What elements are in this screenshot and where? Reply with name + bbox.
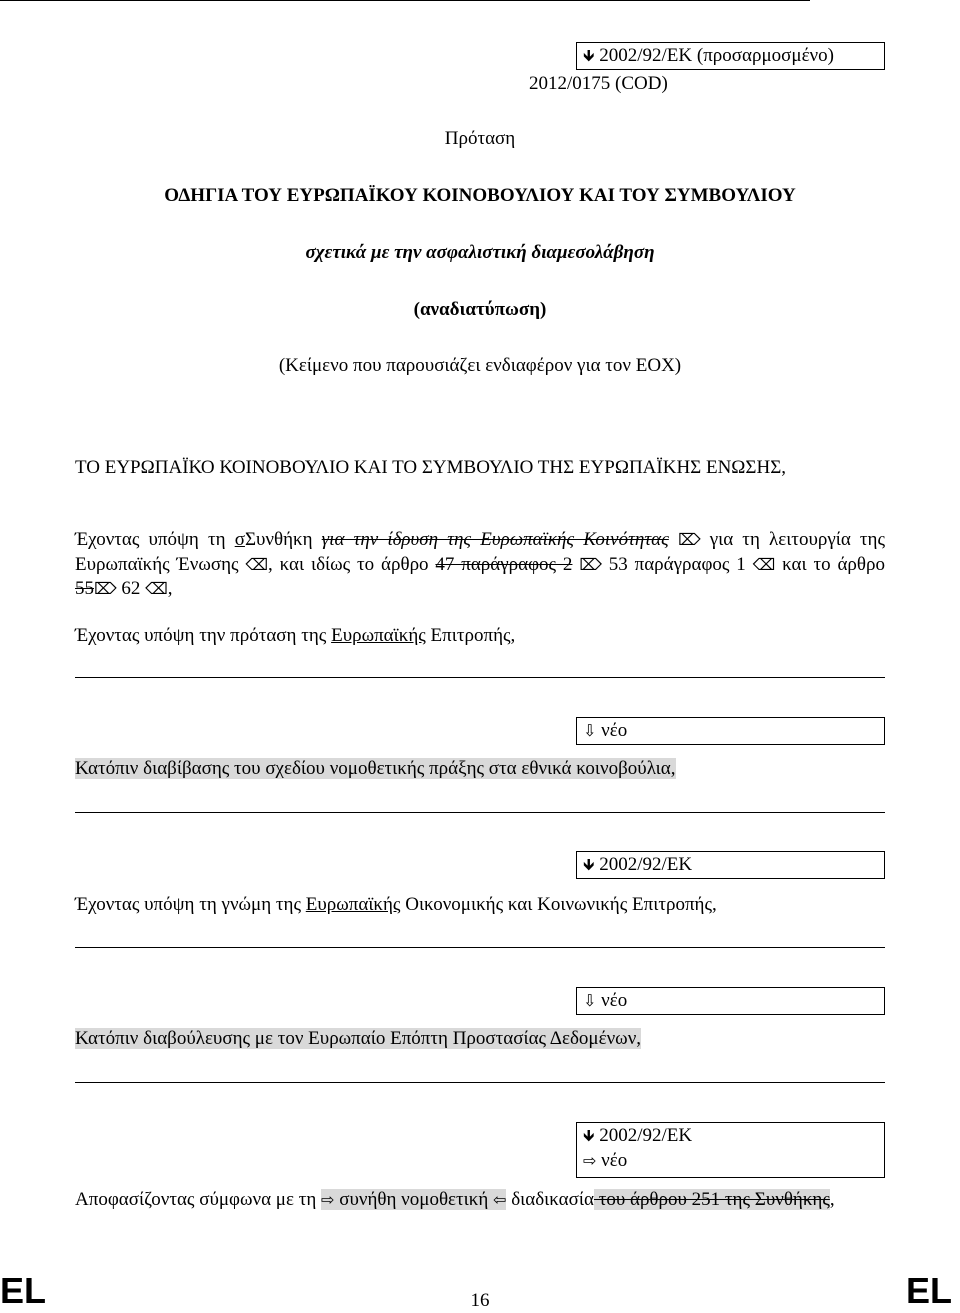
top-rule	[0, 0, 810, 1]
inserted-letter: Σ	[244, 529, 256, 550]
directive-subject: σχετικά με την ασφαλιστική διαμεσολάβηση	[305, 242, 655, 263]
new-label-box	[576, 987, 885, 1015]
new-label: νέο	[601, 1150, 628, 1171]
citation-national-parliaments-text: Κατόπιν διαβίβασης του σχεδίου νομοθετικής πράξης στα εθνικά κοινοβούλια,	[75, 758, 676, 779]
insert-start-icon: ⌦	[579, 554, 602, 574]
insert-start-icon: ⌦	[94, 579, 117, 598]
underlined-word: Ευρωπαϊκής	[331, 625, 426, 646]
insert-end-icon: ⌫	[752, 554, 776, 574]
eea-note: (Κείμενο που παρουσιάζει ενδιαφέρον για τον ΕΟΧ)	[278, 355, 682, 376]
arrow-down-outline-icon: ⇩	[583, 991, 597, 1010]
insert-end-icon: ⌫	[245, 554, 269, 574]
ref-label-box	[576, 851, 885, 879]
citation-edps	[75, 1027, 885, 1052]
arrow-right-outline-icon: ⇨	[321, 1190, 335, 1209]
citation-proposal	[75, 624, 885, 649]
citation-treaty-text: 53 παράγραφος 1	[601, 553, 753, 575]
procedure-number: 2012/0175 (COD)	[529, 73, 668, 94]
citation-esc-text: Οικονομικής και Κοινωνικής Επιτροπής,	[400, 894, 717, 915]
citation-esc-opinion	[75, 893, 885, 918]
citation-treaty-text: Έχοντας υπόψη τη	[75, 529, 235, 550]
ref-new-label-box	[576, 1122, 885, 1178]
citation-treaty-text: για τη λειτουργία της Ευρωπαϊκής Ένωσης	[75, 529, 886, 575]
citation-procedure-text: διαδικασία	[506, 1189, 594, 1210]
citation-procedure-text: ,	[829, 1189, 835, 1210]
page-number: 16	[470, 1290, 490, 1311]
citation-treaty-text: 62	[116, 578, 146, 599]
divider	[75, 812, 885, 813]
citation-proposal-text: Επιτροπής,	[425, 625, 516, 646]
parties-line	[75, 456, 885, 481]
divider	[75, 947, 885, 948]
divider	[75, 677, 885, 678]
citation-procedure-text: Αποφασίζοντας σύμφωνα με τη	[75, 1189, 322, 1210]
deleted-text: του άρθρου 251 της Συνθήκης	[593, 1189, 830, 1210]
adapted-ref-label: 2002/92/ΕΚ (προσαρμοσμένο)	[599, 45, 834, 66]
deleted-text: για την ίδρυση της Ευρωπαϊκής Κοινότητας	[321, 529, 669, 550]
recast-label: (αναδιατύπωση)	[413, 299, 547, 320]
citation-treaty-text: , και ιδίως το άρθρο	[268, 553, 436, 575]
citation-treaty-text: ,	[167, 578, 173, 599]
footer-lang-right: EL	[906, 1270, 953, 1311]
citation-treaty	[75, 528, 885, 602]
citation-national-parliaments	[75, 757, 885, 782]
shaded-insert: συνήθη νομοθετική	[334, 1189, 494, 1210]
deleted-letter: σ	[234, 529, 245, 550]
arrow-down-black-icon: 🡻	[583, 46, 595, 65]
underlined-word: Ευρωπαϊκής	[305, 894, 401, 915]
directive-title: ΟΔΗΓΙΑ ΤΟΥ ΕΥΡΩΠΑΪΚΟΥ ΚΟΙΝΟΒΟΥΛΙΟΥ ΚΑΙ ΤΟΥ ΣΥΜΒΟΥΛΙΟΥ	[164, 185, 796, 206]
citation-treaty-text: υνθήκη	[256, 529, 322, 550]
new-label: νέο	[601, 990, 628, 1011]
citation-esc-text: Έχοντας υπόψη τη γνώμη της	[75, 894, 306, 915]
deleted-text: 55	[75, 578, 94, 599]
citation-proposal-text: Έχοντας υπόψη την πρόταση της	[75, 625, 332, 646]
deleted-text: 47 παράγραφος 2	[435, 553, 573, 575]
arrow-left-outline-icon: ⇦	[493, 1190, 507, 1209]
ref-label: 2002/92/ΕΚ	[599, 854, 693, 875]
citation-treaty-text: και το άρθρο	[775, 553, 885, 575]
arrow-right-outline-icon: ⇨	[583, 1151, 597, 1170]
adapted-ref-box	[576, 42, 885, 70]
citation-edps-text: Κατόπιν διαβούλευσης με τον Ευρωπαίο Επόπτη Προστασίας Δεδομένων,	[75, 1028, 642, 1049]
proposal-label: Πρόταση	[444, 128, 516, 149]
insert-start-icon: ⌦	[677, 530, 701, 549]
arrow-down-black-icon: 🡻	[583, 855, 595, 874]
new-label: νέο	[601, 720, 628, 741]
citation-procedure	[75, 1188, 885, 1213]
insert-end-icon: ⌫	[145, 579, 168, 598]
ref-label: 2002/92/ΕΚ	[599, 1125, 693, 1146]
arrow-down-black-icon: 🡻	[583, 1126, 595, 1145]
arrow-down-outline-icon: ⇩	[583, 721, 597, 740]
divider	[75, 1082, 885, 1083]
parties-text: ΤΟ ΕΥΡΩΠΑΪΚΟ ΚΟΙΝΟΒΟΥΛΙΟ ΚΑΙ ΤΟ ΣΥΜΒΟΥΛΙΟ ΤΗΣ ΕΥΡΩΠΑΪΚΗΣ ΕΝΩΣΗΣ,	[75, 457, 787, 478]
new-label-box	[576, 717, 885, 745]
footer-lang-left: EL	[0, 1270, 47, 1311]
